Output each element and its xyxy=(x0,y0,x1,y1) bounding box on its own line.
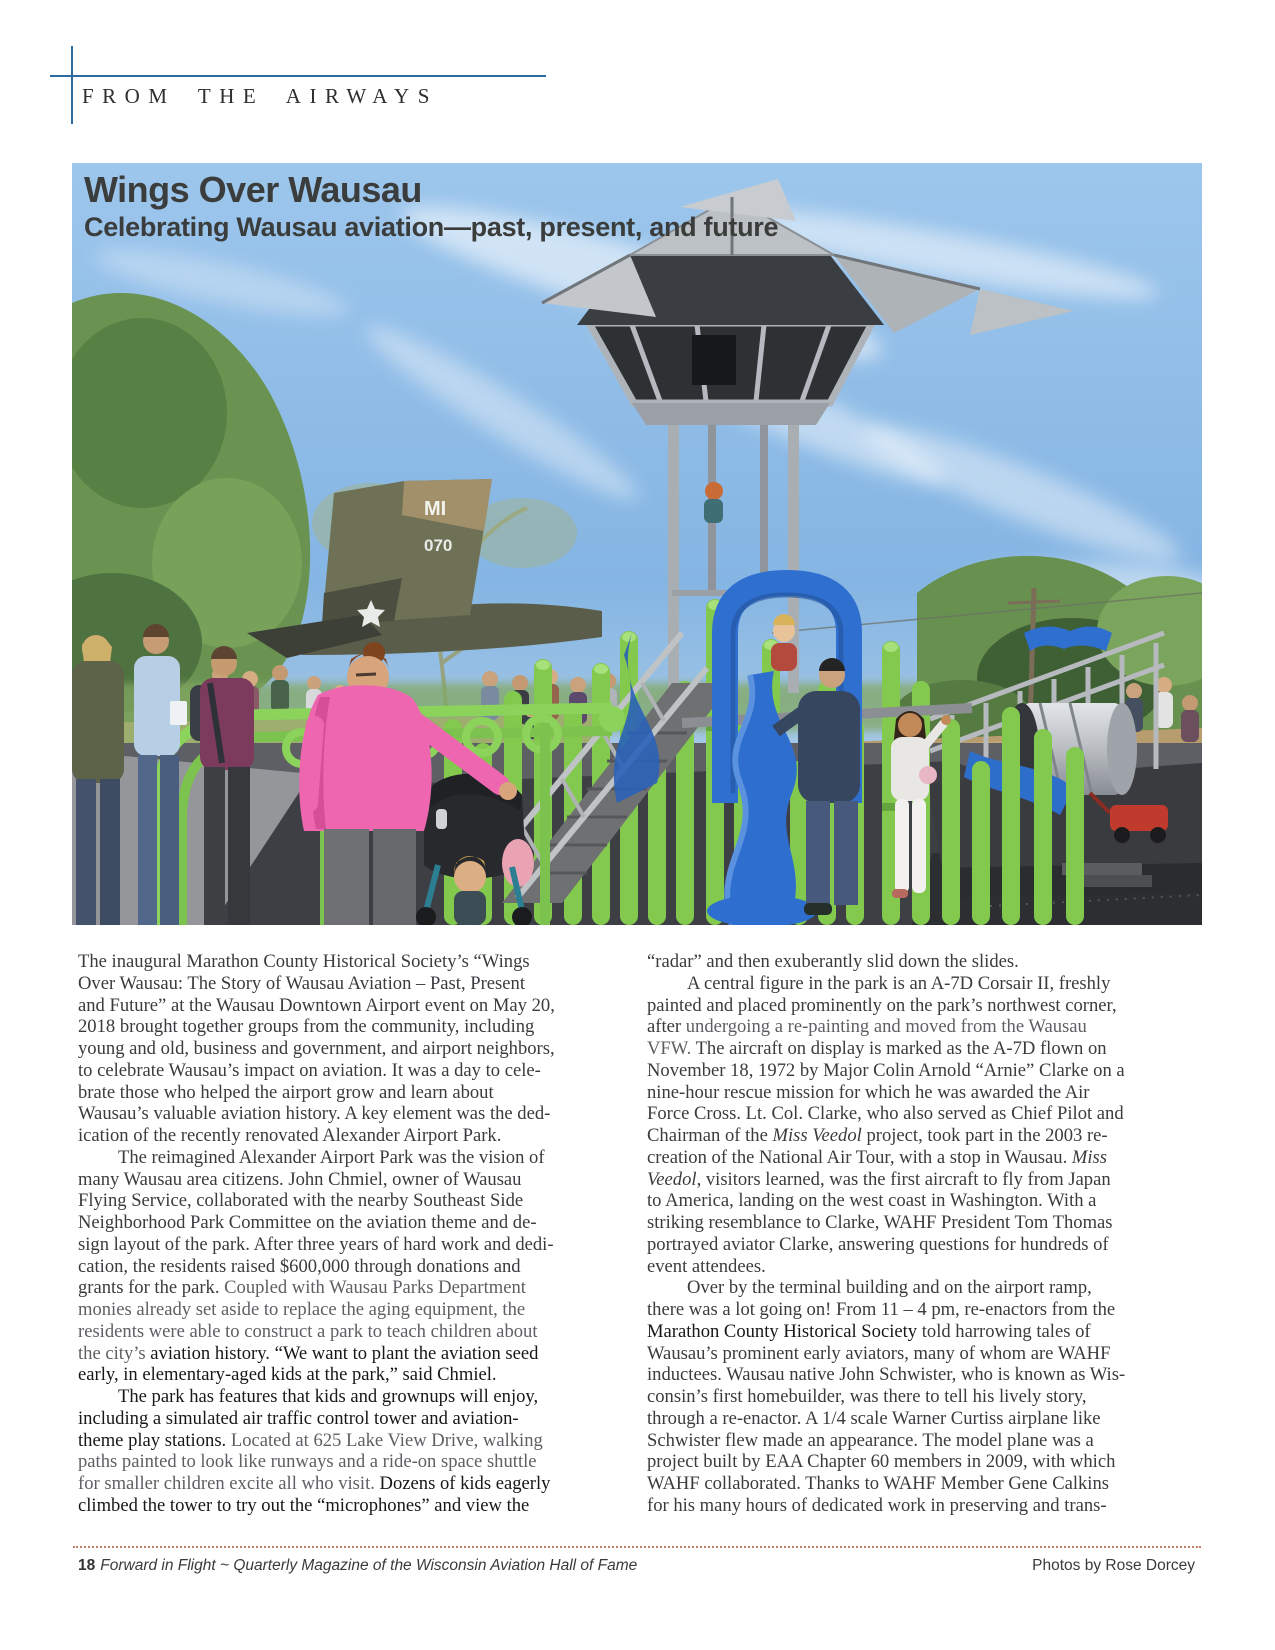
playground-photo-illustration xyxy=(72,163,1202,925)
article-title: Wings Over Wausau xyxy=(84,169,422,210)
article-photo xyxy=(72,163,1202,925)
body-column-left: The inaugural Marathon County Historical Society’s “Wings Over Wausau: The Story of Wausau Aviation – Past, Present and Future” at the Wausau Downtown Airport event on May 20, 2018 brought together groups from the community, including young and old, business and government, and airport neighbors, to celebrate Wausau’s impact on aviation. It was a day to cele- brate those who helped the airport grow and learn about Wausau’s valuable aviation history. A key element was the ded- ication of the recently renovated Alexander Airport Park. The reimagined Alexander Airport Park was the vision of many Wausau area citizens. John Chmiel, owner of Wausau Flying Service, collaborated with the nearby Southeast Side Neighborhood Park Committee on the aviation theme and de- sign layout of the park. After three years of hard work and dedi- cation, the residents raised $600,000 through donations and grants for the park. Coupled with Wausau Parks Department monies already set aside to replace the aging equipment, the residents were able to construct a park to teach children about the city’s aviation history. “We want to plant the aviation seed early, in elementary-aged kids at the park,” said Chmiel. The park has features that kids and grownups will enjoy, including a simulated air traffic control tower and aviation- theme play stations. Located at 625 Lake View Drive, walking paths painted to look like runways and a ride-on space shuttle for smaller children excite all who visit. Dozens of kids eagerly climbed the tower to try out the “microphones” and view the xyxy=(78,951,555,1516)
header-horizontal-rule xyxy=(50,75,546,77)
section-kicker: FROM THE AIRWAYS xyxy=(82,84,438,108)
footer-left xyxy=(78,1557,637,1575)
article-subtitle: Celebrating Wausau aviation—past, present, and future xyxy=(84,212,779,242)
child-on-tower xyxy=(704,482,723,523)
article-body xyxy=(78,951,1203,1517)
tail-marking-letters: MI xyxy=(424,498,447,520)
footer-dotted-rule xyxy=(73,1546,1201,1548)
page-number: 18 xyxy=(78,1557,96,1574)
magazine-name: Forward in Flight ~ Quarterly Magazine of the Wisconsin Aviation Hall of Fame xyxy=(100,1557,638,1574)
header-vertical-rule xyxy=(71,46,73,124)
body-column-right: “radar” and then exuberantly slid down the slides. A central figure in the park is an A-7D Corsair II, freshly painted and placed prominently on the park’s northwest corner, after undergoing a re-painting and moved from the Wausau VFW. The aircraft on display is marked as the A-7D flown on November 18, 1972 by Major Colin Arnold “Arnie” Clarke on a nine-hour rescue mission for which he was awarded the Air Force Cross. Lt. Col. Clarke, who also served as Chief Pilot and Chairman of the Miss Veedol project, took part in the 2003 re- creation of the National Air Tour, with a stop in Wausau. Miss Veedol, visitors learned, was the first aircraft to fly from Japan to America, landing on the west coast in Washington. With a striking resemblance to Clarke, WAHF President Tom Thomas portrayed aviator Clarke, answering questions for hundreds of event attendees. Over by the terminal building and on the airport ramp, there was a lot going on! From 11 – 4 pm, re-enactors from the Marathon County Historical Society told harrowing tales of Wausau’s prominent early aviators, many of whom are WAHF inductees. Wausau native John Schwister, who is known as Wis- consin’s first homebuilder, was there to tell his lively story, through a re-enactor. A 1/4 scale Warner Curtiss airplane like Schwister flew made an appearance. The model plane was a project built by EAA Chapter 60 members in 2009, with which WAHF collaborated. Thanks to WAHF Member Gene Calkins for his many hours of dedicated work in preserving and trans- xyxy=(647,951,1126,1516)
photo-title-block xyxy=(84,169,778,243)
page-footer xyxy=(78,1557,1195,1575)
tail-marking-number: 070 xyxy=(424,536,453,555)
photo-credit: Photos by Rose Dorcey xyxy=(1032,1557,1195,1574)
